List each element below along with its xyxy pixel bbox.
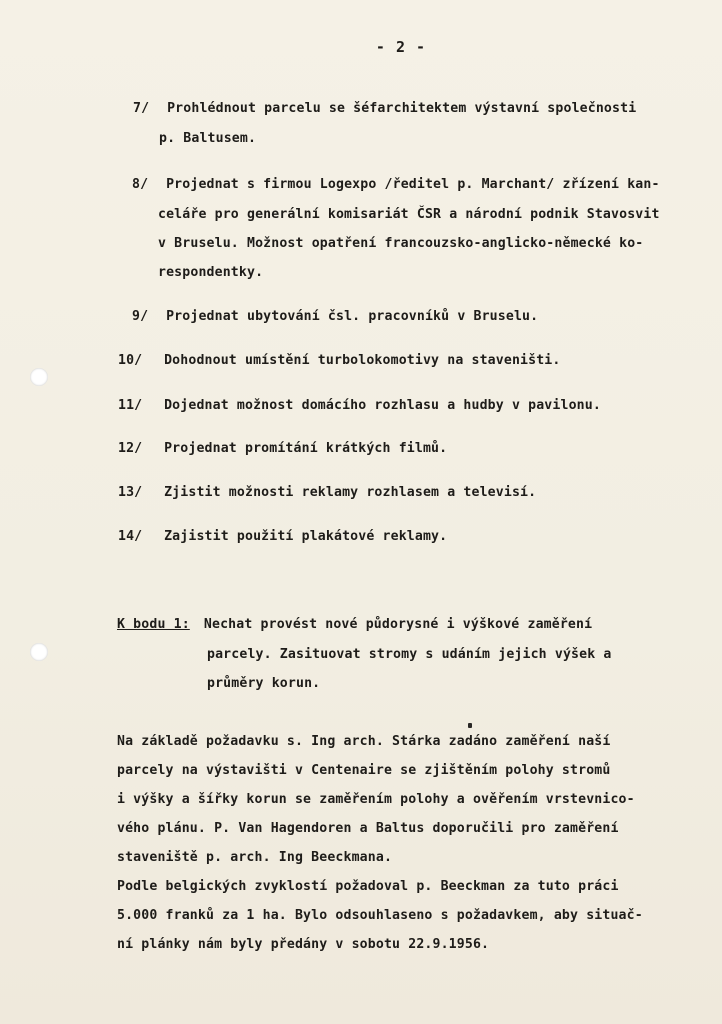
k-bodu-1-cont: parcely. Zasituovat stromy s udáním jejich výšek a <box>207 647 612 662</box>
paragraph-line: Na základě požadavku s. Ing arch. Stárka zadáno zaměření naší <box>117 734 611 749</box>
paragraph-line: staveniště p. arch. Ing Beeckmana. <box>117 850 393 865</box>
item-text: Zjistit možnosti reklamy rozhlasem a televisí. <box>164 485 537 500</box>
item-number: 11/ <box>118 398 143 413</box>
item-text: Projednat promítání krátkých filmů. <box>164 441 448 456</box>
item-number: 10/ <box>118 353 143 368</box>
punch-hole-bottom <box>30 643 48 661</box>
k-bodu-1-cont: průměry korun. <box>207 676 321 691</box>
punch-hole-top <box>30 368 48 386</box>
item-number: 9/ <box>132 309 149 324</box>
list-item-9 <box>132 309 538 324</box>
item-number: 7/ <box>133 101 150 116</box>
list-item-8 <box>132 177 660 192</box>
list-item-13 <box>118 485 536 500</box>
item-number: 12/ <box>118 441 143 456</box>
list-item-7 <box>133 101 636 116</box>
list-item-14 <box>118 529 447 544</box>
k-bodu-1 <box>117 617 592 632</box>
paragraph-line: ní plánky nám byly předány v sobotu 22.9.1956. <box>117 937 490 952</box>
item-number: 14/ <box>118 529 143 544</box>
list-item-10 <box>118 353 560 368</box>
page-number: - 2 - <box>375 38 427 56</box>
paragraph-line: parcely na výstavišti v Centenaire se zjištěním polohy stromů <box>117 763 611 778</box>
item-number: 8/ <box>132 177 149 192</box>
list-item-12 <box>118 441 447 456</box>
ink-mark <box>468 723 472 728</box>
item-text: Prohlédnout parcelu se šéfarchitektem výstavní společnosti <box>167 101 637 116</box>
list-item-8-cont: respondentky. <box>158 265 264 280</box>
list-item-7-cont: p. Baltusem. <box>159 131 257 146</box>
k-bodu-text: Nechat provést nové půdorysné i výškové zaměření <box>203 617 593 632</box>
item-text: Dohodnout umístění turbolokomotivy na staveništi. <box>164 353 561 368</box>
k-bodu-label: K bodu 1: <box>117 617 190 632</box>
list-item-11 <box>118 398 601 413</box>
item-text: Projednat s firmou Logexpo /ředitel p. Marchant/ zřízení kan- <box>166 177 660 192</box>
item-number: 13/ <box>118 485 143 500</box>
paragraph-line: 5.000 franků za 1 ha. Bylo odsouhlaseno s požadavkem, aby situač- <box>117 908 643 923</box>
item-text: Projednat ubytování čsl. pracovníků v Bruselu. <box>166 309 539 324</box>
item-text: Dojednat možnost domácího rozhlasu a hudby v pavilonu. <box>164 398 601 413</box>
paragraph-line: i výšky a šířky korun se zaměřením polohy a ověřením vrstevnico- <box>117 792 635 807</box>
list-item-8-cont: celáře pro generální komisariát ČSR a národní podnik Stavosvit <box>158 207 660 222</box>
paragraph-line: Podle belgických zvyklostí požadoval p. Beeckman za tuto práci <box>117 879 619 894</box>
item-text: Zajistit použití plakátové reklamy. <box>164 529 448 544</box>
list-item-8-cont: v Bruselu. Možnost opatření francouzsko-anglicko-německé ko- <box>158 236 644 251</box>
paragraph-line: vého plánu. P. Van Hagendoren a Baltus doporučili pro zaměření <box>117 821 619 836</box>
